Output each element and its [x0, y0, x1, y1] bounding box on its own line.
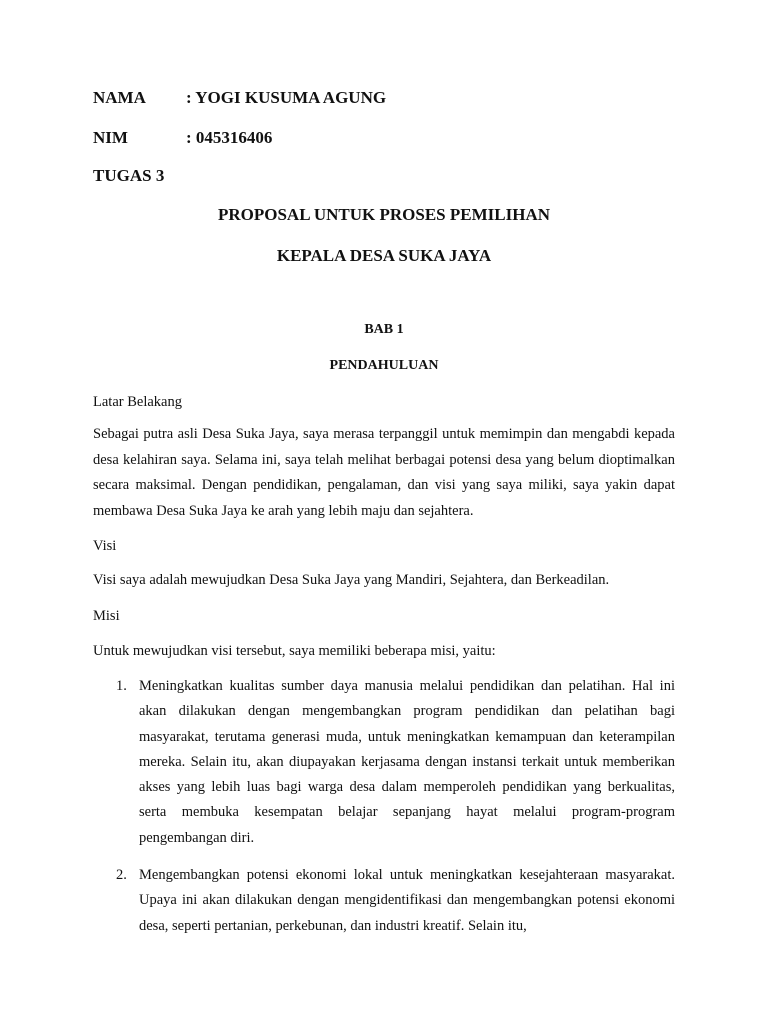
paragraph-misi-intro: Untuk mewujudkan visi tersebut, saya memiliki beberapa misi, yaitu:	[93, 643, 496, 659]
paragraph-latar-belakang: Sebagai putra asli Desa Suka Jaya, saya merasa terpanggil untuk memimpin dan mengabdi kepada desa kelahiran saya. Selama ini, saya telah melihat berbagai potensi desa yang belum dioptimalkan secara maksimal. Dengan pendidikan, pengalaman, dan visi yang saya miliki, saya yakin dapat membawa Desa Suka Jaya ke arah yang lebih maju dan sejahtera.	[93, 426, 675, 519]
list-item-text: Meningkatkan kualitas sumber daya manusia melalui pendidikan dan pelatihan. Hal ini akan dilakukan dengan mengembangkan program pendidikan dan pelatihan bagi masyarakat, terutama generasi muda, untuk meningkatkan kemampuan dan keterampilan mereka. Selain itu, akan diupayakan kerjasama dengan instansi terkait untuk memberikan akses yang lebih luas bagi warga desa dalam memperoleh pendidikan yang berkualitas, serta membuka kesempatan belajar sepanjang hayat melalui program-program pengembangan diri.	[139, 678, 675, 846]
nim-label: NIM	[93, 128, 128, 147]
chapter-title: PENDAHULUAN	[329, 358, 439, 373]
nim-row	[93, 128, 272, 148]
chapter-number: BAB 1	[364, 322, 404, 337]
document-title-line-1: PROPOSAL UNTUK PROSES PEMILIHAN	[217, 205, 550, 224]
list-item	[93, 674, 675, 851]
list-item-text: Mengembangkan potensi ekonomi lokal untuk meningkatkan kesejahteraan masyarakat. Upaya ini akan dilakukan dengan mengidentifikasi dan mengembangkan potensi ekonomi desa, seperti pertanian, perkebunan, dan industri kreatif. Selain itu,	[139, 867, 675, 934]
section-heading-visi: Visi	[93, 538, 117, 554]
name-label: NAMA	[93, 88, 146, 107]
section-heading-misi: Misi	[93, 608, 120, 624]
name-value: : YOGI KUSUMA AGUNG	[186, 88, 387, 107]
name-row	[93, 88, 386, 108]
list-item-number: 1.	[116, 678, 127, 694]
paragraph-visi: Visi saya adalah mewujudkan Desa Suka Jaya yang Mandiri, Sejahtera, dan Berkeadilan.	[93, 572, 610, 588]
list-item	[93, 863, 675, 939]
assignment-label: TUGAS 3	[93, 166, 165, 185]
list-item-number: 2.	[116, 867, 127, 884]
document-title-line-2: KEPALA DESA SUKA JAYA	[276, 246, 492, 265]
nim-value: : 045316406	[186, 128, 273, 147]
mission-list	[93, 674, 675, 951]
section-heading-latar-belakang: Latar Belakang	[93, 394, 182, 410]
